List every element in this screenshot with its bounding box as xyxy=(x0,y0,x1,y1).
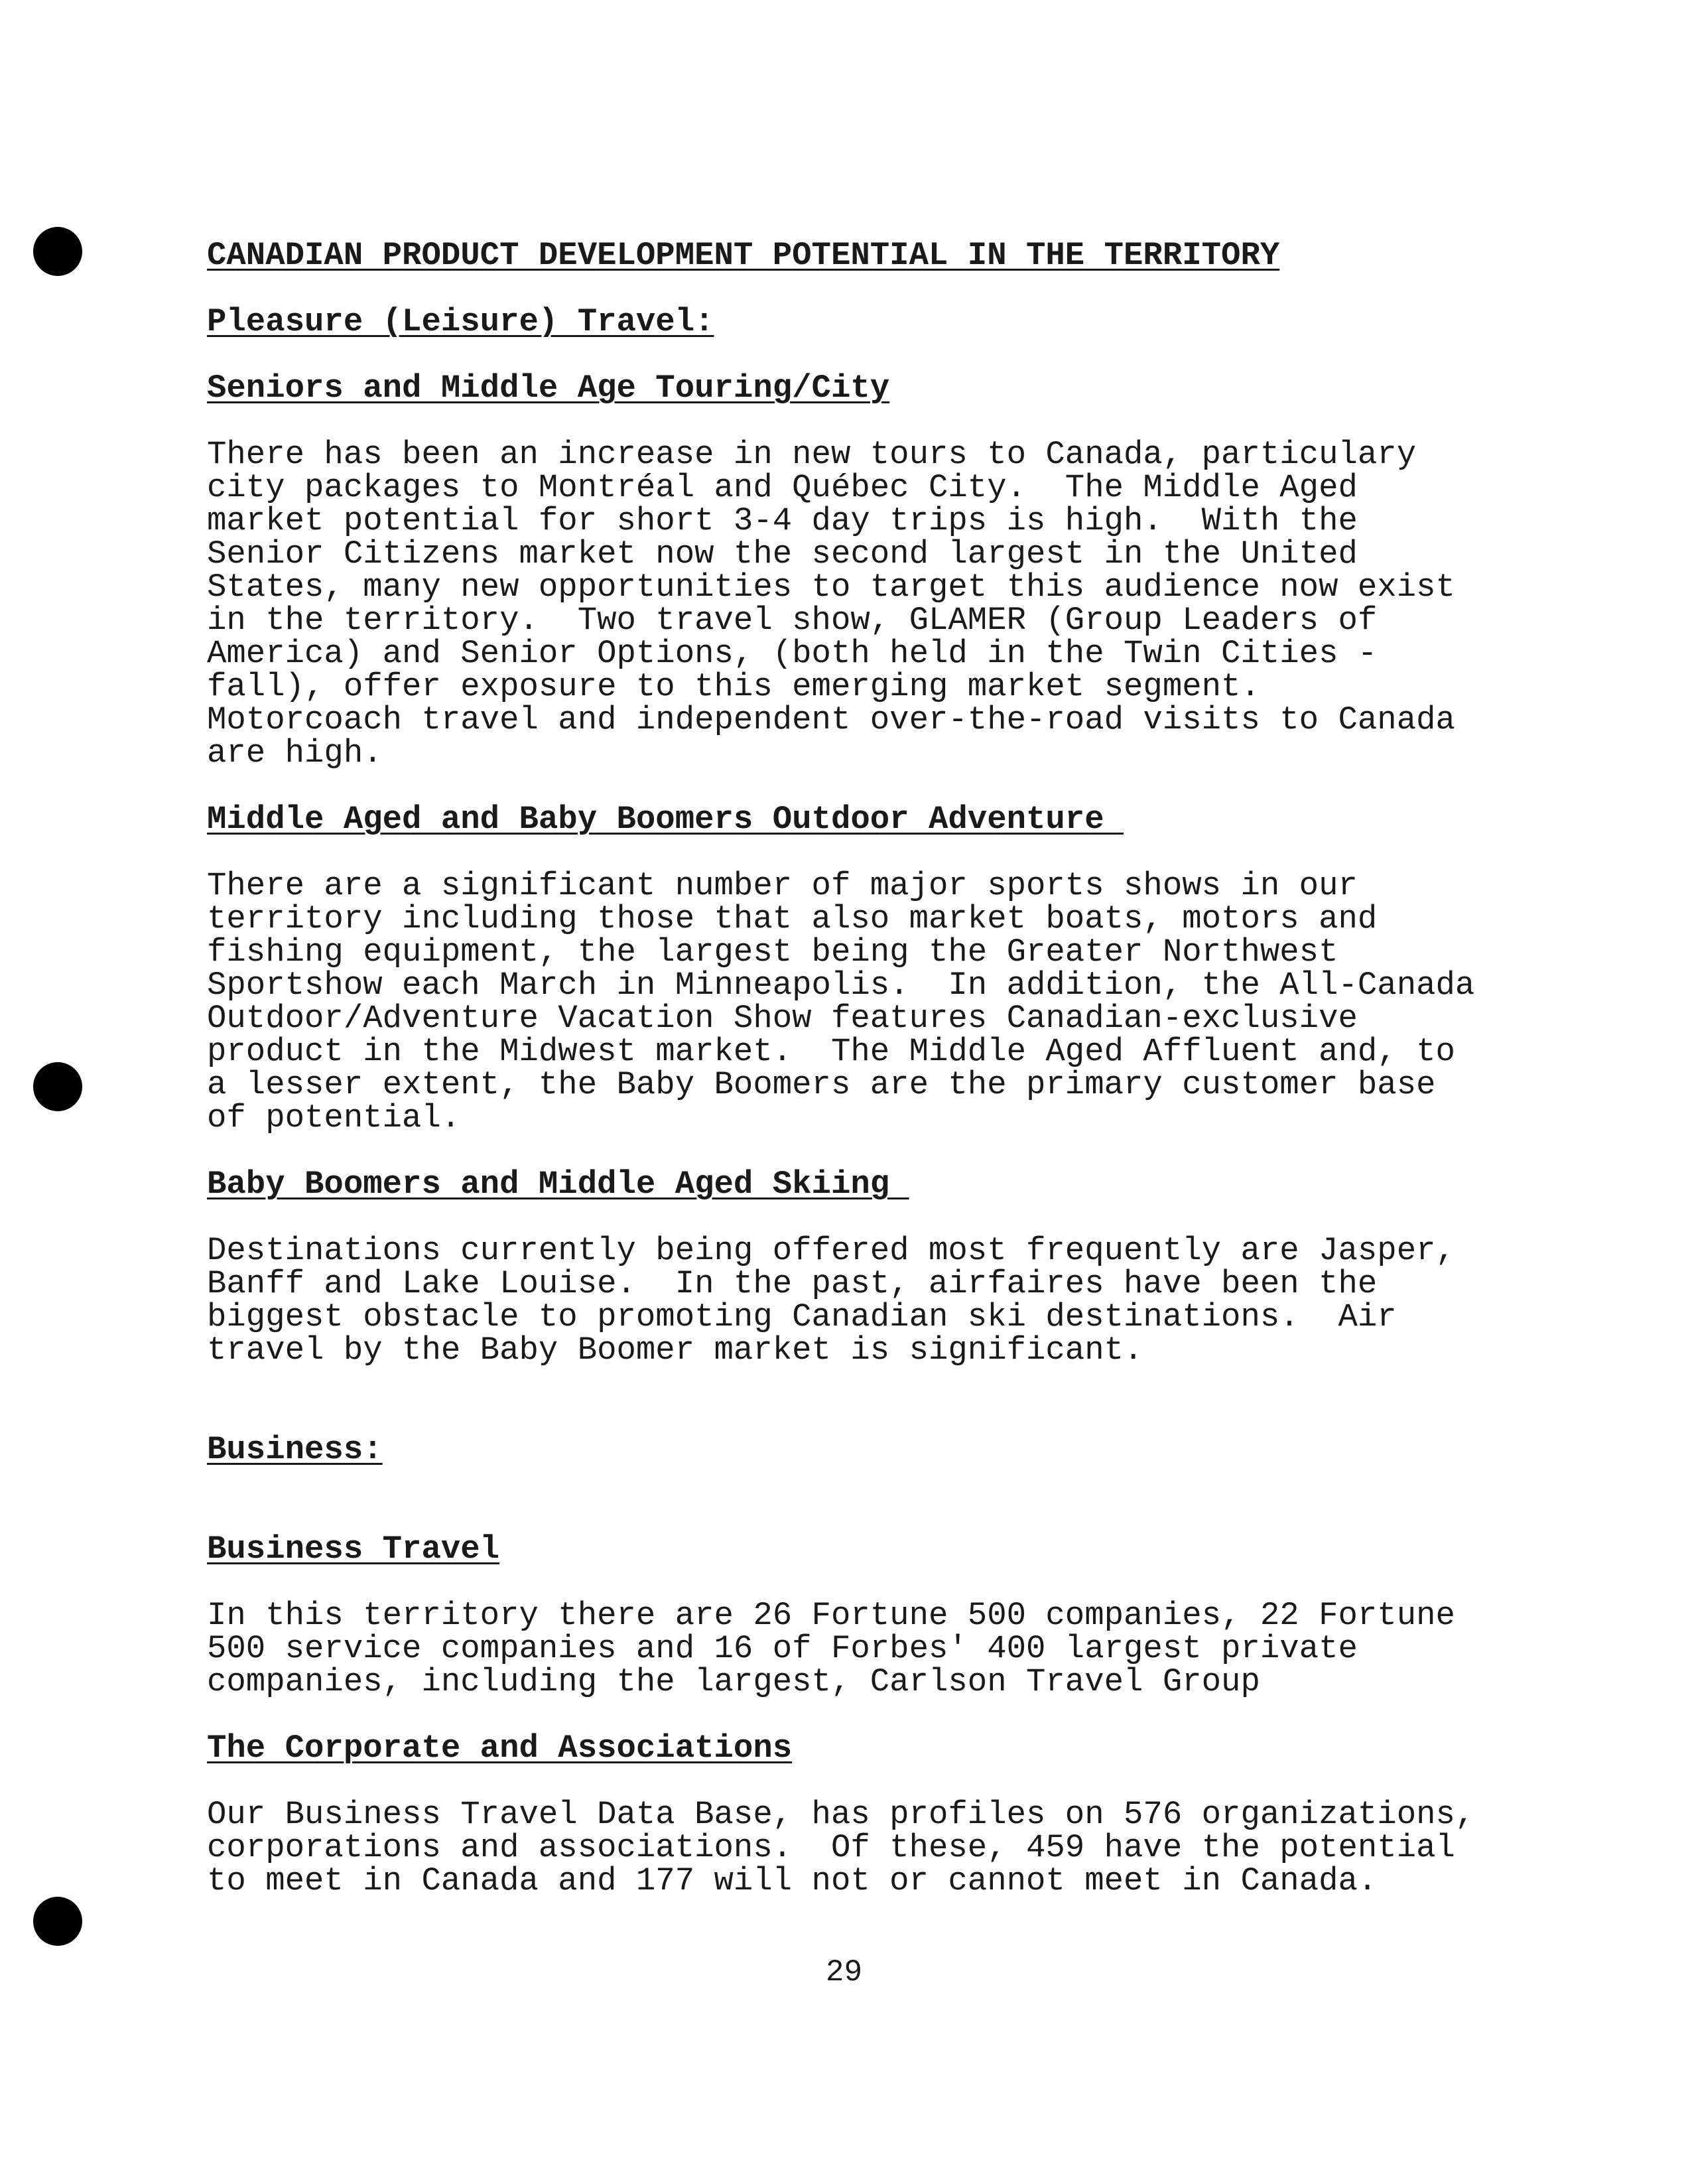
section-paragraph xyxy=(207,1234,1533,1367)
section-heading: Business Travel xyxy=(207,1531,500,1568)
paragraph-line: of potential. xyxy=(207,1099,461,1136)
paragraph-line: corporations and associations. Of these, 459 have the potential xyxy=(207,1829,1455,1866)
paragraph-line: city packages to Montréal and Québec City. The Middle Aged xyxy=(207,469,1358,506)
section-paragraph xyxy=(207,869,1533,1134)
paragraph-line: a lesser extent, the Baby Boomers are the primary customer base xyxy=(207,1066,1436,1103)
paragraph-line: to meet in Canada and 177 will not or cannot meet in Canada. xyxy=(207,1862,1378,1899)
paragraph-line: Outdoor/Adventure Vacation Show features Canadian-exclusive xyxy=(207,1000,1358,1037)
business-section-heading: Business: xyxy=(207,1431,383,1468)
section-heading: Middle Aged and Baby Boomers Outdoor Adventure xyxy=(207,801,1124,838)
leisure-section-heading: Pleasure (Leisure) Travel: xyxy=(207,303,714,340)
paragraph-line: in the territory. Two travel show, GLAMER (Group Leaders of xyxy=(207,602,1378,639)
paragraph-line: 500 service companies and 16 of Forbes' 400 largest private xyxy=(207,1630,1358,1667)
paragraph-line: Motorcoach travel and independent over-the-road visits to Canada xyxy=(207,701,1455,738)
punch-hole-top xyxy=(33,227,82,276)
page-number: 29 xyxy=(825,1955,863,1990)
paragraph-line: There are a significant number of major sports shows in our xyxy=(207,867,1358,904)
paragraph-line: companies, including the largest, Carlson Travel Group xyxy=(207,1663,1260,1700)
paragraph-line: There has been an increase in new tours to Canada, particulary xyxy=(207,436,1417,473)
paragraph-line: Senior Citizens market now the second largest in the United xyxy=(207,535,1358,573)
paragraph-line: Our Business Travel Data Base, has profiles on 576 organizations, xyxy=(207,1796,1475,1833)
punch-hole-bottom xyxy=(33,1897,82,1946)
section-paragraph xyxy=(207,438,1533,770)
punch-hole-middle xyxy=(33,1062,82,1111)
paragraph-line: States, many new opportunities to target this audience now exist xyxy=(207,569,1455,606)
section-heading: Baby Boomers and Middle Aged Skiing xyxy=(207,1166,909,1203)
section-heading: The Corporate and Associations xyxy=(207,1730,793,1767)
section-heading: Seniors and Middle Age Touring/City xyxy=(207,370,890,407)
paragraph-line: product in the Midwest market. The Middle Aged Affluent and, to xyxy=(207,1033,1455,1070)
paragraph-line: territory including those that also market boats, motors and xyxy=(207,900,1378,937)
section-paragraph xyxy=(207,1798,1533,1897)
paragraph-line: America) and Senior Options, (both held in the Twin Cities - xyxy=(207,635,1378,672)
document-body xyxy=(207,239,1533,1897)
paragraph-line: biggest obstacle to promoting Canadian ski destinations. Air xyxy=(207,1298,1397,1335)
paragraph-line: travel by the Baby Boomer market is significant. xyxy=(207,1331,1143,1369)
document-title: CANADIAN PRODUCT DEVELOPMENT POTENTIAL IN THE TERRITORY xyxy=(207,237,1280,274)
paragraph-line: fishing equipment, the largest being the Greater Northwest xyxy=(207,933,1338,971)
paragraph-line: market potential for short 3-4 day trips is high. With the xyxy=(207,502,1358,539)
paragraph-line: fall), offer exposure to this emerging market segment. xyxy=(207,668,1260,705)
section-paragraph xyxy=(207,1599,1533,1698)
paragraph-line: Banff and Lake Louise. In the past, airfaires have been the xyxy=(207,1265,1378,1302)
paragraph-line: Sportshow each March in Minneapolis. In addition, the All-Canada xyxy=(207,967,1475,1004)
paragraph-line: Destinations currently being offered most frequently are Jasper, xyxy=(207,1232,1455,1269)
paragraph-line: In this territory there are 26 Fortune 500 companies, 22 Fortune xyxy=(207,1597,1455,1634)
paragraph-line: are high. xyxy=(207,734,383,772)
